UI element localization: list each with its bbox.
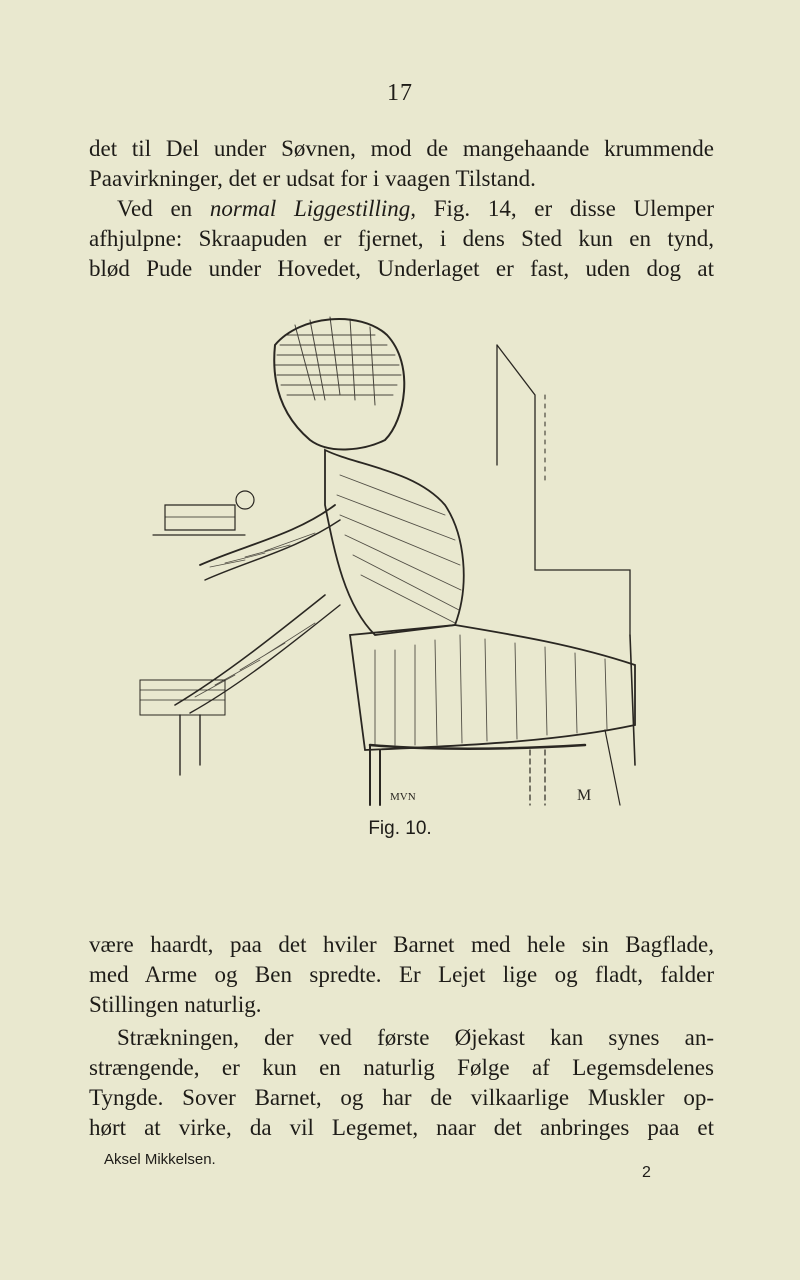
text-line: afhjulpne: Skraapuden er fjernet, i dens Sted kun en tynd, [89, 226, 714, 251]
emphasis-text: normal Liggestilling, [209, 196, 417, 221]
text-line [89, 194, 714, 224]
text-line: Tyngde. Sover Barnet, og har de vilkaarlige Muskler op- [89, 1085, 714, 1110]
torso-sketch [325, 450, 464, 635]
text-line: strængende, er kun en naturlig Følge af Legemsdelenes [89, 1055, 714, 1080]
bench-sketch [140, 680, 225, 715]
head-sketch [274, 319, 404, 449]
sheet-signature-number: 2 [642, 1164, 651, 1181]
paragraph-top [89, 134, 714, 284]
text-line: blød Pude under Hovedet, Underlaget er fast, uden dog at [89, 256, 714, 281]
paragraph-middle [89, 930, 714, 1020]
leg-sketch [175, 595, 325, 705]
chair-back-line [497, 345, 630, 635]
figure-illustration [125, 305, 670, 810]
text-line: Paavirkninger, det er udsat for i vaagen Tilstand. [89, 166, 536, 191]
paragraph-bottom [89, 1023, 714, 1143]
text-line: med Arme og Ben spredte. Er Lejet lige og fladt, falder [89, 962, 714, 987]
artist-signature: MVN [390, 791, 416, 803]
text-line: Stillingen naturlig. [89, 992, 262, 1017]
author-name: Aksel Mikkelsen. [104, 1151, 216, 1168]
table-sketch [165, 505, 235, 530]
inkwell-sketch [236, 491, 254, 509]
text-run: Fig. 14, er disse Ulemper [416, 196, 714, 221]
text-line: Strækningen, der ved første Øjekast kan synes an- [117, 1025, 714, 1050]
page-number: 17 [387, 80, 413, 106]
text-run: Ved en [117, 196, 210, 221]
text-line: være haardt, paa det hviler Barnet med hele sin Bagflade, [89, 932, 714, 957]
stool-sketch [370, 745, 585, 749]
skirt-sketch [350, 625, 635, 750]
corner-mark: M [577, 787, 592, 804]
text-line: hørt at virke, da vil Legemet, naar det anbringes paa et [89, 1115, 714, 1140]
text-line: det til Del under Søvnen, mod de mangehaande krummende [89, 136, 714, 161]
figure-caption: Fig. 10. [368, 818, 432, 839]
